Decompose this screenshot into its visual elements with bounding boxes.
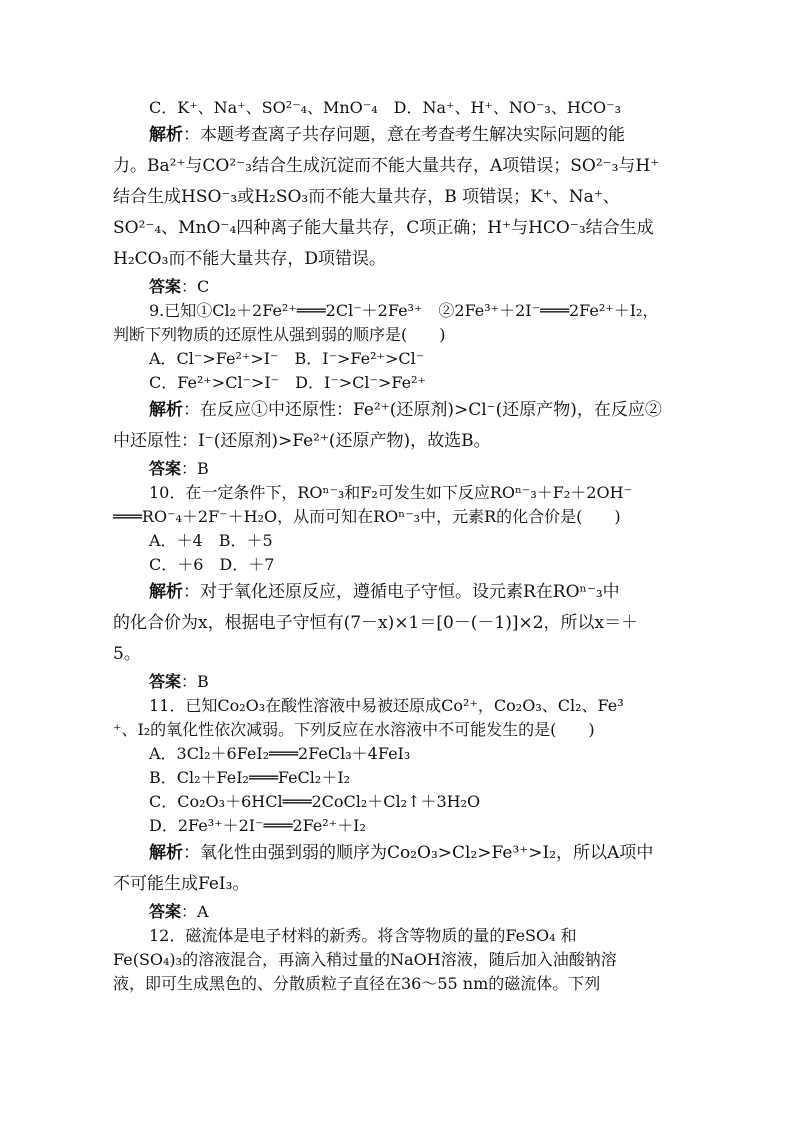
explanation-label: 解析 xyxy=(149,843,183,863)
answer-label: 答案 xyxy=(149,277,182,296)
q10-explanation-line: 的化合价为x，根据电子守恒有(7－x)×1＝[0－(－1)]×2，所以x＝＋ xyxy=(113,613,639,633)
document-page xyxy=(113,96,683,996)
q9-stem-line: 判断下列物质的还原性从强到弱的顺序是( ) xyxy=(113,325,446,344)
explanation-label: 解析 xyxy=(149,125,183,145)
q10-stem-line: 10．在一定条件下，ROⁿ⁻₃和F₂可发生如下反应ROⁿ⁻₃＋F₂＋2OH⁻ xyxy=(149,483,632,502)
q8-explanation-line: H₂CO₃而不能大量共存，D项错误。 xyxy=(113,249,387,269)
q10-stem-line: ═══RO⁻₄＋2F⁻＋H₂O，从而可知在ROⁿ⁻₃中，元素R的化合价是( ) xyxy=(113,507,621,526)
q10-option-line: A．＋4 B．＋5 xyxy=(149,531,273,550)
q11-stem-line: 11．已知Co₂O₃在酸性溶液中易被还原成Co²⁺，Co₂O₃、Cl₂、Fe³ xyxy=(149,696,624,715)
q11-option-line: A．3Cl₂＋6FeI₂═══2FeCl₃＋4FeI₃ xyxy=(149,744,411,763)
q8-explanation-line: 结合生成HSO⁻₃或H₂SO₃而不能大量共存，B 项错误；K⁺、Na⁺、 xyxy=(113,187,620,207)
q11-explanation-line: 解析：氧化性由强到弱的顺序为Co₂O₃>Cl₂>Fe³⁺>I₂，所以A项中 xyxy=(149,843,654,863)
q8-explanation-line: SO²⁻₄、MnO⁻₄四种离子能大量共存，C项正确；H⁺与HCO⁻₃结合生成 xyxy=(113,218,654,238)
q8-explanation-line: 解析：本题考查离子共存问题，意在考查考生解决实际问题的能 xyxy=(149,125,625,145)
q11-option-line: D．2Fe³⁺＋2I⁻═══2Fe²⁺＋I₂ xyxy=(149,816,366,835)
explanation-label: 解析 xyxy=(149,400,183,420)
q11-stem-line: ⁺、I₂的氧化性依次减弱。下列反应在水溶液中不可能发生的是( ) xyxy=(113,720,595,739)
q11-answer: 答案：A xyxy=(149,902,209,921)
q10-explanation-line: 5。 xyxy=(113,644,141,664)
q12-stem-line: Fe(SO₄)₃的溶液混合，再滴入稍过量的NaOH溶液，随后加入油酸钠溶 xyxy=(113,950,617,969)
q11-option-line: C．Co₂O₃＋6HCl═══2CoCl₂＋Cl₂↑＋3H₂O xyxy=(149,792,481,811)
q9-stem-line: 9.已知①Cl₂＋2Fe²⁺═══2Cl⁻＋2Fe³⁺ ②2Fe³⁺＋2I⁻═══2Fe²⁺＋I₂， xyxy=(149,301,659,320)
q8-answer: 答案：C xyxy=(149,277,210,296)
q11-explanation-line: 不可能生成FeI₃。 xyxy=(113,874,250,894)
q12-stem-line: 液，即可生成黑色的、分散质粒子直径在36～55 nm的磁流体。下列 xyxy=(113,974,601,993)
q8-explanation-line: 力。Ba²⁺与CO²⁻₃结合生成沉淀而不能大量共存，A项错误；SO²⁻₃与H⁺ xyxy=(113,156,660,176)
q9-option-line: A．Cl⁻>Fe²⁺>I⁻ B．I⁻>Fe²⁺>Cl⁻ xyxy=(149,349,425,368)
q9-option-line: C．Fe²⁺>Cl⁻>I⁻ D．I⁻>Cl⁻>Fe²⁺ xyxy=(149,373,426,392)
answer-label: 答案 xyxy=(149,902,182,921)
q9-explanation-line: 中还原性：I⁻(还原剂)>Fe²⁺(还原产物)，故选B。 xyxy=(113,431,491,451)
answer-label: 答案 xyxy=(149,459,182,478)
q8-options-line: C．K⁺、Na⁺、SO²⁻₄、MnO⁻₄ D．Na⁺、H⁺、NO⁻₃、HCO⁻₃ xyxy=(149,98,622,117)
q11-option-line: B．Cl₂＋FeI₂═══FeCl₂＋I₂ xyxy=(149,768,351,787)
q12-stem-line: 12．磁流体是电子材料的新秀。将含等物质的量的FeSO₄ 和 xyxy=(149,926,577,945)
q10-explanation-line: 解析：对于氧化还原反应，遵循电子守恒。设元素R在ROⁿ⁻₃中 xyxy=(149,582,620,602)
q10-option-line: C．＋6 D．＋7 xyxy=(149,555,275,574)
explanation-label: 解析 xyxy=(149,582,183,602)
q10-answer: 答案：B xyxy=(149,672,209,691)
q9-explanation-line: 解析：在反应①中还原性：Fe²⁺(还原剂)>Cl⁻(还原产物)，在反应② xyxy=(149,400,662,420)
q9-answer: 答案：B xyxy=(149,459,209,478)
answer-label: 答案 xyxy=(149,672,182,691)
